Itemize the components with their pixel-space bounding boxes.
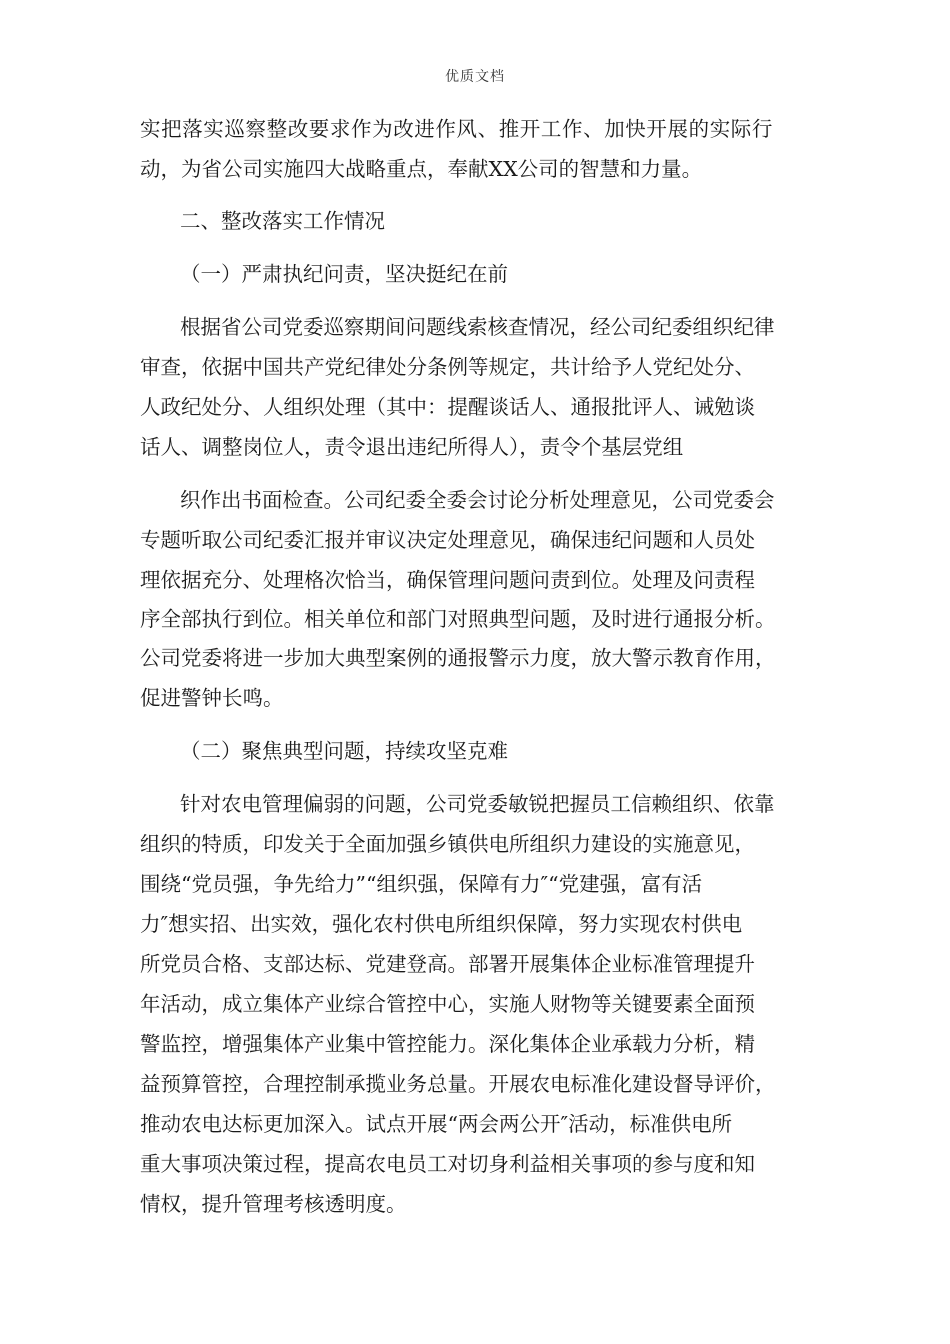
- paragraph-line: 理依据充分、处理格次恰当，确保管理问题问责到位。处理及问责程: [140, 568, 755, 592]
- paragraph-line: 重大事项决策过程，提高农电员工对切身利益相关事项的参与度和知: [140, 1152, 755, 1176]
- paragraph-line: 警监控，增强集体产业集中管控能力。深化集体企业承载力分析，精: [140, 1032, 755, 1056]
- subsection-heading: （一）严肃执纪问责，坚决挺纪在前: [180, 262, 508, 286]
- paragraph-line: 织作出书面检查。公司纪委全委会讨论分析处理意见，公司党委会: [180, 488, 775, 512]
- paragraph-line: 人政纪处分、人组织处理（其中：提醒谈话人、通报批评人、诫勉谈: [140, 395, 755, 419]
- paragraph-line: 动，为省公司实施四大战略重点，奉献XX公司的智慧和力量。: [140, 157, 703, 181]
- paragraph-line: 推动农电达标更加深入。试点开展“两会两公开″活动，标准供电所: [140, 1112, 733, 1136]
- paragraph-line: 围绕“党员强，争先给力”“组织强，保障有力″“党建强，富有活: [140, 872, 703, 896]
- paragraph-line: 根据省公司党委巡察期间问题线索核查情况，经公司纪委组织纪律: [180, 315, 775, 339]
- paragraph-line: 力″想实招、出实效，强化农村供电所组织保障，努力实现农村供电: [140, 912, 743, 936]
- paragraph-line: 专题听取公司纪委汇报并审议决定处理意见，确保违纪问题和人员处: [140, 528, 755, 552]
- paragraph-line: 益预算管控，合理控制承揽业务总量。开展农电标准化建设督导评价，: [140, 1072, 776, 1096]
- paragraph-line: 针对农电管理偏弱的问题，公司党委敏锐把握员工信赖组织、依靠: [180, 792, 775, 816]
- section-heading: 二、整改落实工作情况: [180, 209, 385, 233]
- paragraph-line: 序全部执行到位。相关单位和部门对照典型问题，及时进行通报分析。: [140, 607, 776, 631]
- paragraph-line: 年活动，成立集体产业综合管控中心，实施人财物等关键要素全面预: [140, 992, 755, 1016]
- paragraph-line: 审查，依据中国共产党纪律处分条例等规定，共计给予人党纪处分、: [140, 355, 755, 379]
- paragraph-line: 组织的特质，印发关于全面加强乡镇供电所组织力建设的实施意见，: [140, 832, 755, 856]
- paragraph-line: 话人、调整岗位人，责令退出违纪所得人），责令个基层党组: [140, 435, 684, 459]
- paragraph-line: 所党员合格、支部达标、党建登高。部署开展集体企业标准管理提升: [140, 952, 755, 976]
- paragraph-line: 情权，提升管理考核透明度。: [140, 1192, 407, 1216]
- paragraph-line: 公司党委将进一步加大典型案例的通报警示力度，放大警示教育作用，: [140, 646, 776, 670]
- paragraph-line: 促进警钟长鸣。: [140, 686, 284, 710]
- subsection-heading: （二）聚焦典型问题，持续攻坚克难: [180, 739, 508, 763]
- page-header: 优质文档: [445, 69, 505, 85]
- paragraph-line: 实把落实巡察整改要求作为改进作风、推开工作、加快开展的实际行: [140, 117, 773, 141]
